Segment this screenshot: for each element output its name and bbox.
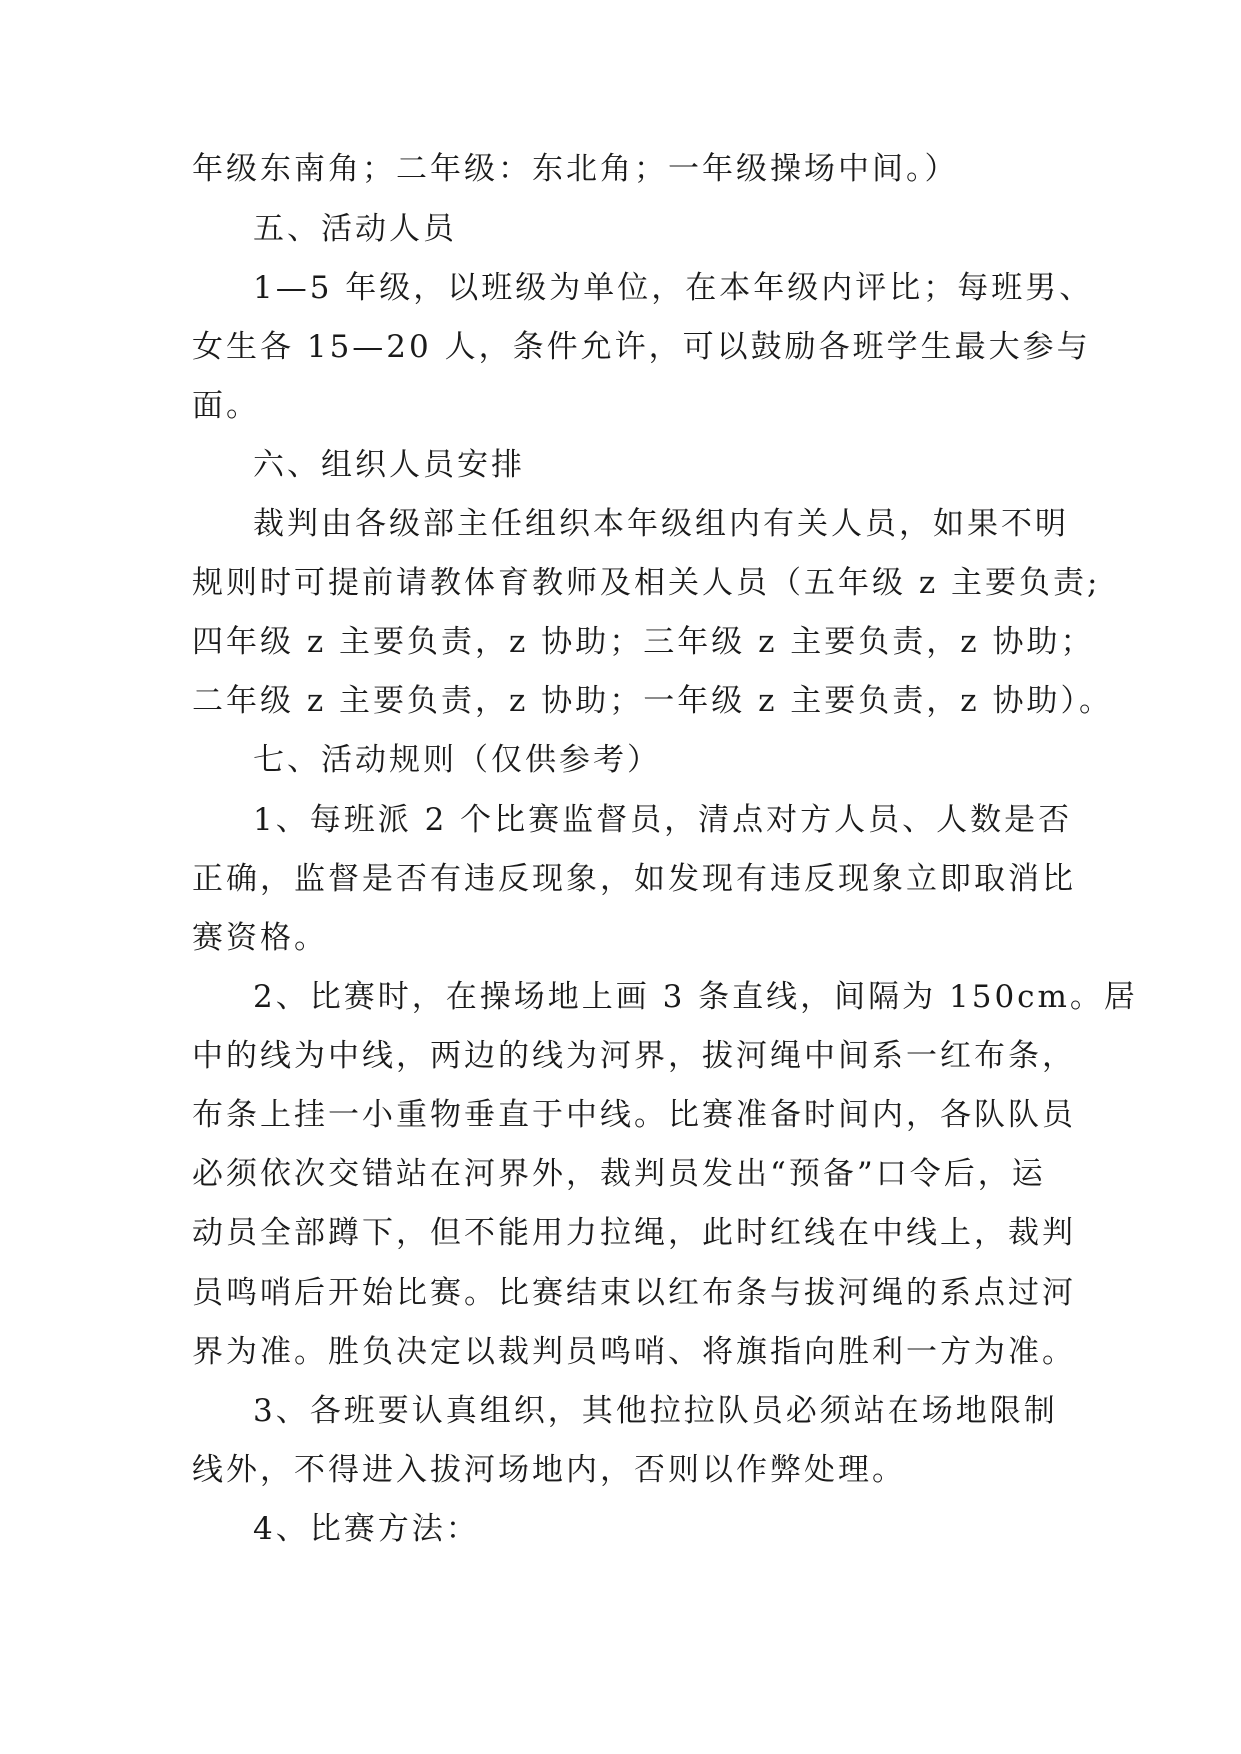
text-line: 2、比赛时，在操场地上画 3 条直线，间隔为 150cm。居 xyxy=(253,979,1138,1015)
text-line: 规则时可提前请教体育教师及相关人员（五年级 z 主要负责; xyxy=(192,565,1101,601)
text-line: 四年级 z 主要负责，z 协助；三年级 z 主要负责，z 协助； xyxy=(192,624,1095,660)
text-line: 界为准。胜负决定以裁判员鸣哨、将旗指向胜利一方为准。 xyxy=(192,1334,1076,1370)
text-line: 4、比赛方法： xyxy=(253,1511,480,1547)
text-line: 布条上挂一小重物垂直于中线。比赛准备时间内，各队队员 xyxy=(192,1097,1076,1133)
text-line: 3、各班要认真组织，其他拉拉队员必须站在场地限制 xyxy=(253,1393,1058,1429)
text-line: 面。 xyxy=(192,388,260,424)
text-line: 二年级 z 主要负责，z 协助；一年级 z 主要负责，z 协助）。 xyxy=(192,683,1113,719)
text-line: 裁判由各级部主任组织本年级组内有关人员，如果不明 xyxy=(253,506,1069,542)
text-line: 年级东南角；二年级：东北角；一年级操场中间。） xyxy=(192,151,959,187)
text-line: 女生各 15—20 人，条件允许，可以鼓励各班学生最大参与 xyxy=(192,329,1091,365)
section-heading: 六、组织人员安排 xyxy=(253,447,525,483)
text-line: 1—5 年级，以班级为单位，在本年级内评比；每班男、 xyxy=(253,270,1094,306)
text-line: 线外，不得进入拔河场地内，否则以作弊处理。 xyxy=(192,1452,906,1488)
text-line: 赛资格。 xyxy=(192,920,328,956)
text-line: 中的线为中线，两边的线为河界，拔河绳中间系一红布条， xyxy=(192,1038,1076,1074)
text-line: 员鸣哨后开始比赛。比赛结束以红布条与拔河绳的系点过河 xyxy=(192,1275,1076,1311)
text-line: 1、每班派 2 个比赛监督员，清点对方人员、人数是否 xyxy=(253,802,1073,838)
section-heading: 七、活动规则（仅供参考） xyxy=(253,742,661,778)
text-line: 正确，监督是否有违反现象，如发现有违反现象立即取消比 xyxy=(192,861,1076,897)
text-line: 必须依次交错站在河界外，裁判员发出“预备”口令后，运 xyxy=(192,1156,1046,1192)
text-line: 动员全部蹲下，但不能用力拉绳，此时红线在中线上，裁判 xyxy=(192,1215,1076,1251)
section-heading: 五、活动人员 xyxy=(253,211,457,247)
